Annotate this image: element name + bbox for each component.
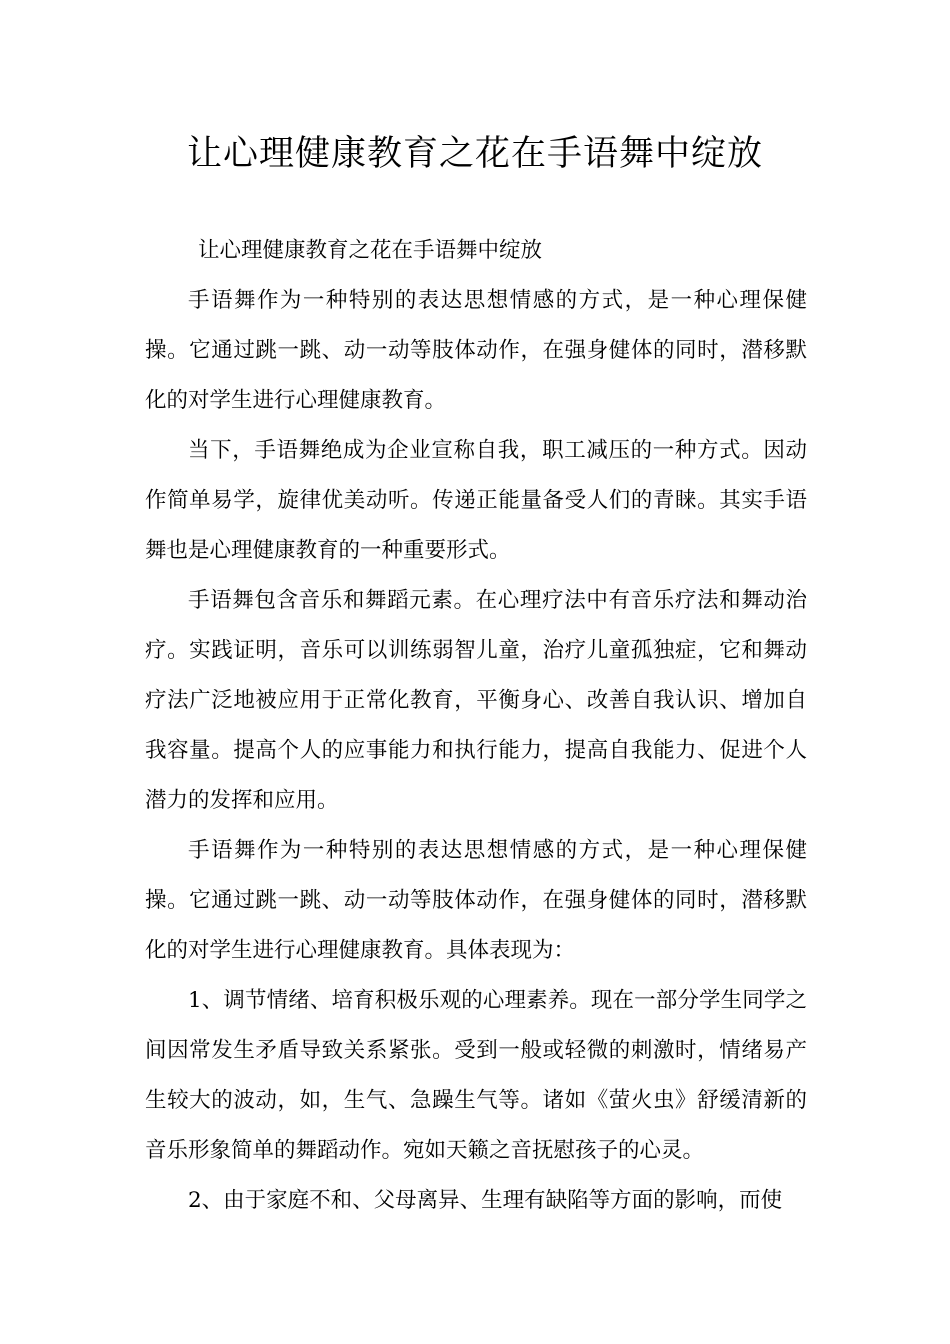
body-paragraph: 手语舞作为一种特别的表达思想情感的方式，是一种心理保健操。它通过跳一跳、动一动等肢体动作，在强身健体的同时，潜移默化的对学生进行心理健康教育。具体表现为： (145, 838, 807, 963)
list-paragraph: 1、调节情绪、培育积极乐观的心理素养。现在一部分学生同学之间因常发生矛盾导致关系紧张。受到一般或轻微的刺激时，情绪易产生较大的波动，如，生气、急躁生气等。诸如《萤火虫》舒缓清新的音乐形象简单的舞蹈动作。宛如天籁之音抚慰孩子的心灵。 (145, 988, 807, 1163)
list-paragraph: 2、由于家庭不和、父母离异、生理有缺陷等方面的影响，而使 (188, 1188, 783, 1213)
body-paragraph: 手语舞包含音乐和舞蹈元素。在心理疗法中有音乐疗法和舞动治疗。实践证明，音乐可以训练弱智儿童，治疗儿童孤独症，它和舞动疗法广泛地被应用于正常化教育，平衡身心、改善自我认识、增加自我容量。提高个人的应事能力和执行能力，提高自我能力、促进个人潜力的发挥和应用。 (145, 588, 807, 813)
document-body (145, 226, 807, 1226)
subtitle-paragraph: 让心理健康教育之花在手语舞中绽放 (198, 238, 543, 263)
document-title: 让心理健康教育之花在手语舞中绽放 (186, 134, 763, 174)
body-paragraph: 当下，手语舞绝成为企业宣称自我，职工减压的一种方式。因动作简单易学，旋律优美动听。传递正能量备受人们的青睐。其实手语舞也是心理健康教育的一种重要形式。 (145, 438, 807, 563)
body-paragraph: 手语舞作为一种特别的表达思想情感的方式，是一种心理保健操。它通过跳一跳、动一动等肢体动作，在强身健体的同时，潜移默化的对学生进行心理健康教育。 (145, 288, 807, 413)
